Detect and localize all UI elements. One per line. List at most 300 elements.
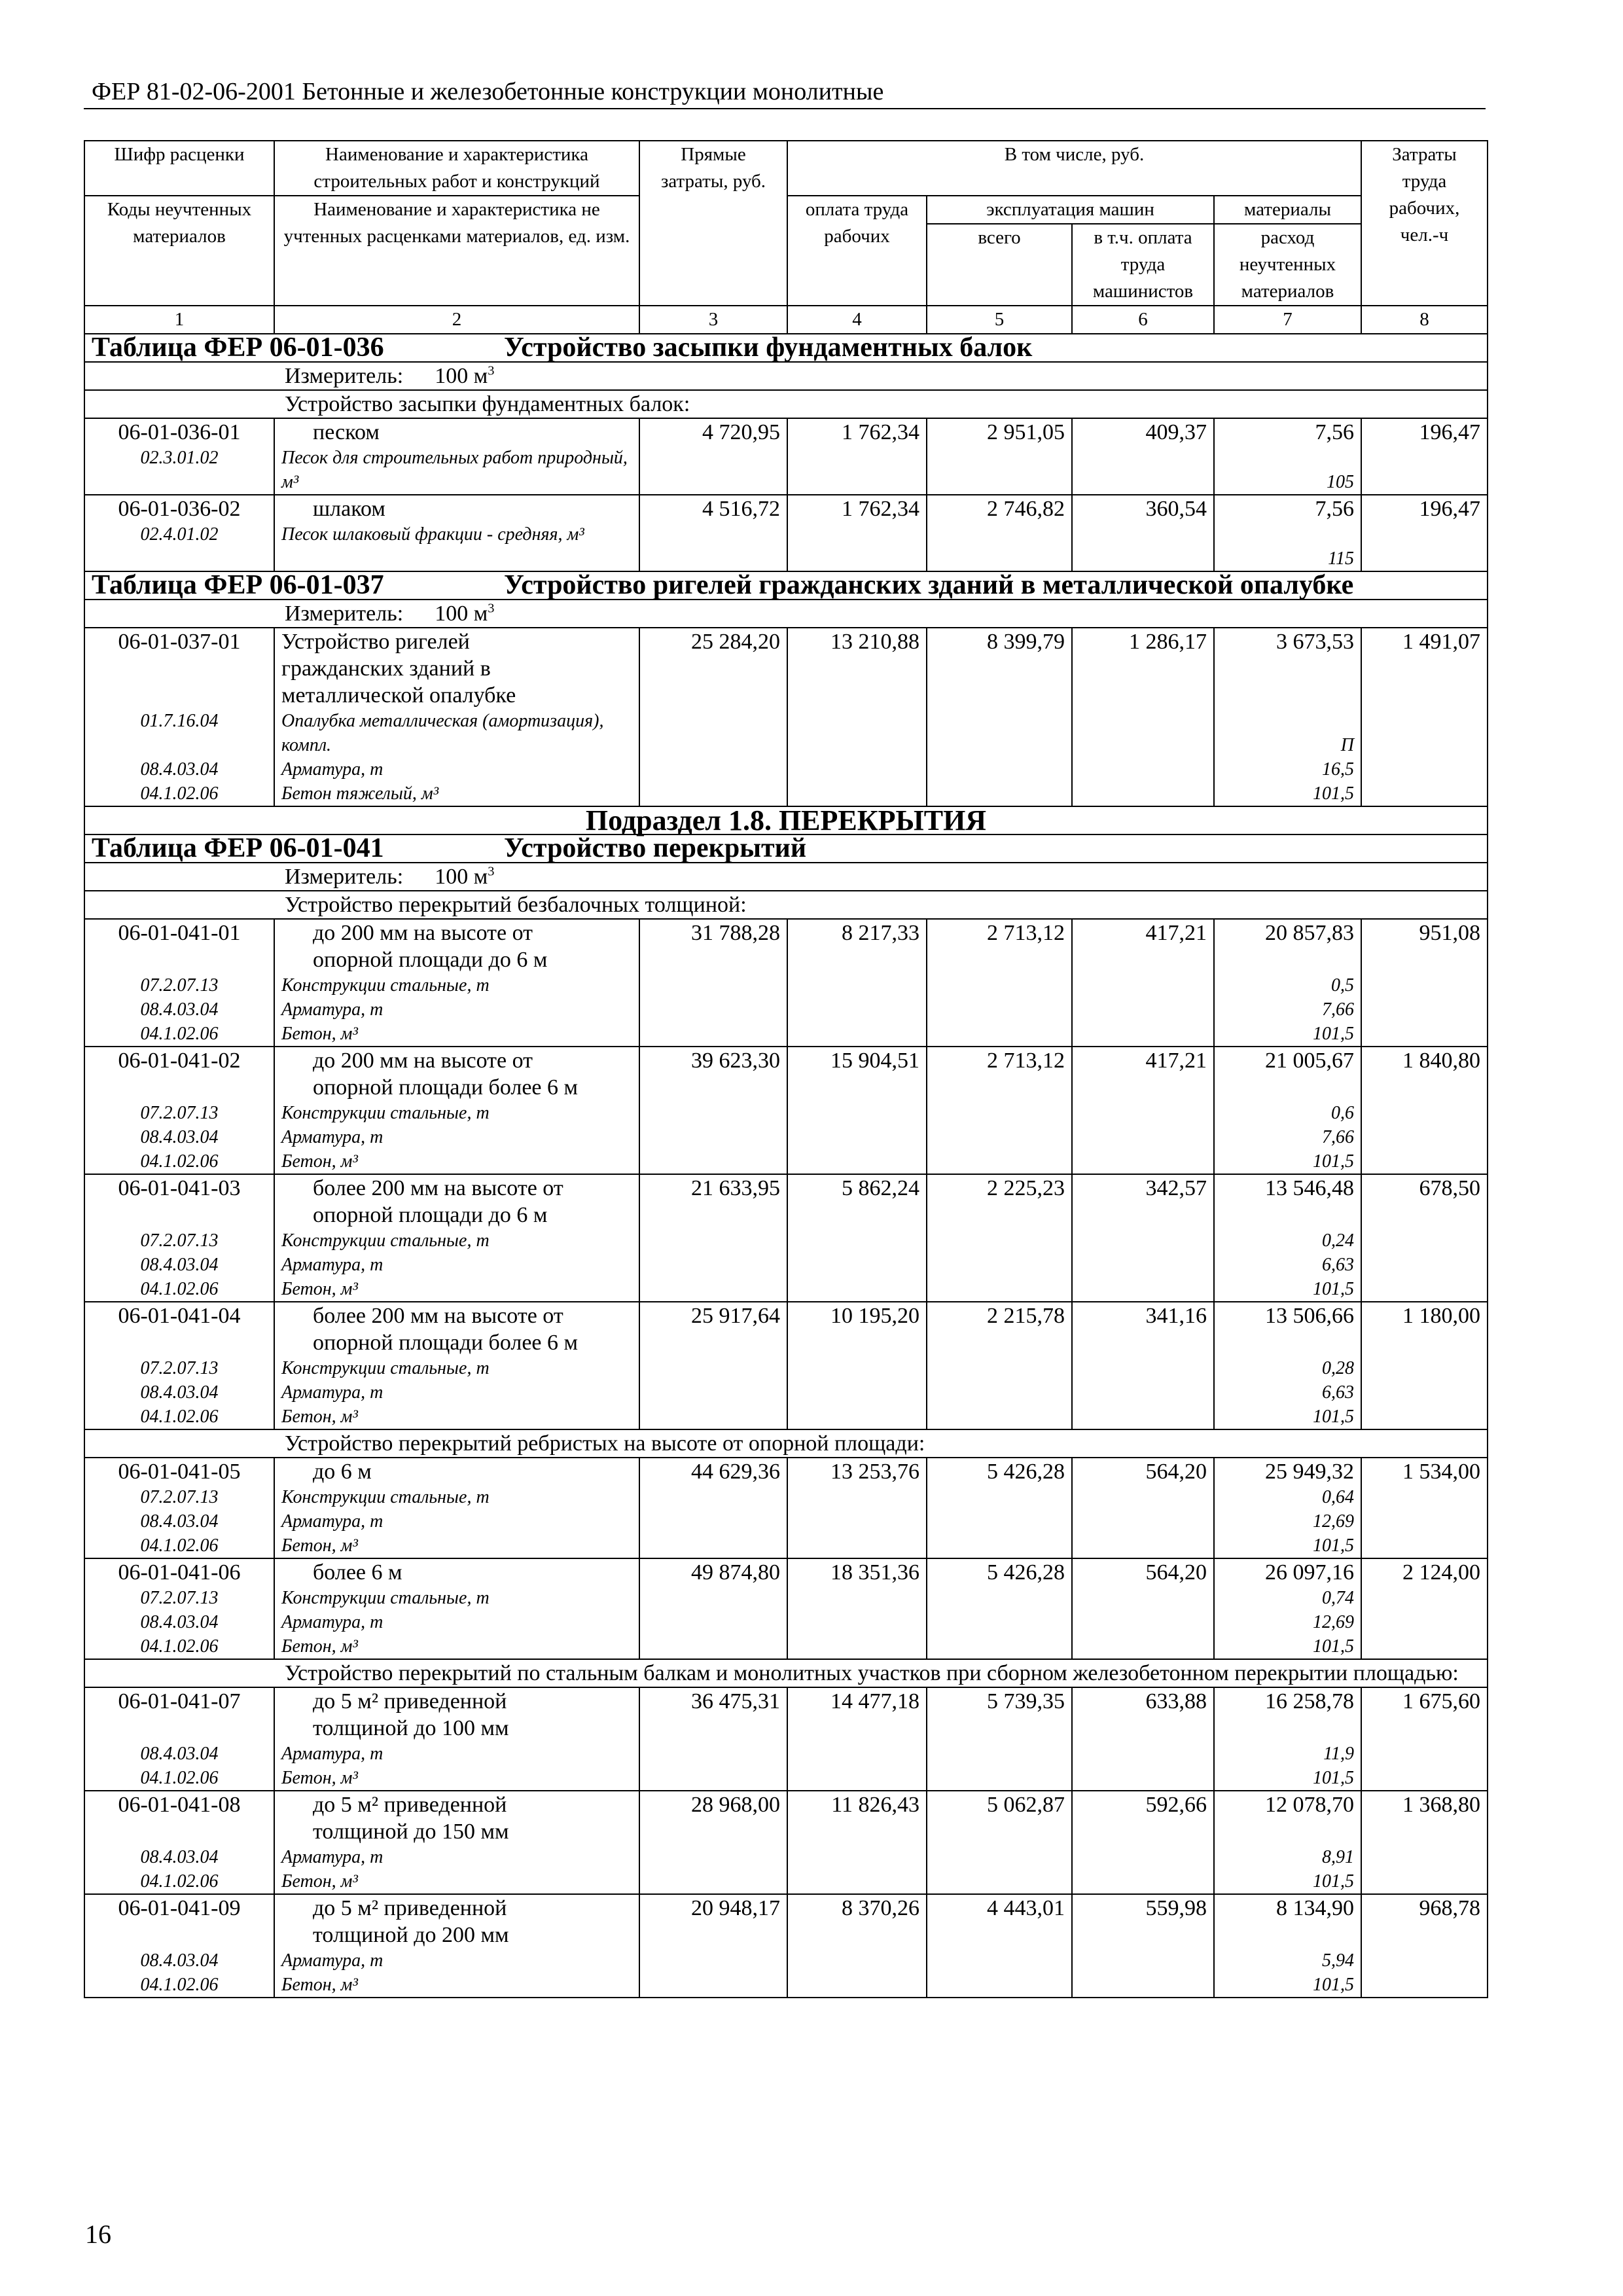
- material-name: Бетон, м³: [281, 1975, 358, 1995]
- table-name: Устройство ригелей гражданских зданий в металлической опалубке: [504, 570, 1354, 600]
- labor-hours-value: 1 180,00: [1402, 1304, 1480, 1328]
- materials-cost-value: 20 857,83: [1265, 921, 1354, 945]
- machines-total-value: 2 951,05: [987, 420, 1065, 444]
- direct-cost-value: 4 516,72: [702, 497, 780, 521]
- wage-cost-value: 5 862,24: [842, 1176, 919, 1200]
- rate-name-cell: [274, 1558, 639, 1659]
- rate-row: [84, 919, 1488, 1047]
- direct-cost: [639, 1687, 787, 1791]
- material-name: Бетон, м³: [281, 1535, 358, 1556]
- material-name: Арматура, т: [281, 1612, 383, 1632]
- col-number: 6: [1072, 306, 1214, 334]
- wage-cost: [787, 418, 927, 495]
- material-usage: 101,5: [1313, 1407, 1354, 1427]
- spacer: [92, 1202, 267, 1229]
- labor-hours-value: 968,78: [1419, 1896, 1480, 1920]
- measure-value: [435, 364, 494, 388]
- direct-cost: [639, 628, 787, 806]
- labor-hours: [1361, 628, 1488, 806]
- rate-row: [84, 1791, 1488, 1894]
- rate-code: 06-01-037-01: [118, 630, 241, 654]
- rate-code-cell: [84, 495, 274, 571]
- labor-hours: [1361, 418, 1488, 495]
- direct-cost-value: 49 874,80: [691, 1560, 780, 1585]
- direct-cost-value: 28 968,00: [691, 1793, 780, 1817]
- rate-name: гражданских зданий в: [281, 656, 491, 681]
- labor-hours-value: 196,47: [1419, 497, 1480, 521]
- col-header-machines-wage: в т.ч. оплата труда машинистов: [1072, 224, 1214, 306]
- labor-hours-value: 2 124,00: [1402, 1560, 1480, 1585]
- material-usage: 0,28: [1322, 1358, 1354, 1378]
- wage-cost-value: 13 210,88: [830, 630, 919, 654]
- material-code: 04.1.02.06: [140, 1768, 219, 1788]
- machines-wage-value: 409,37: [1145, 420, 1207, 444]
- material-usage: 7,66: [1322, 1127, 1354, 1147]
- rate-row: [84, 1458, 1488, 1558]
- rate-name: Устройство ригелей: [281, 630, 470, 654]
- material-name: Арматура, т: [281, 1744, 383, 1764]
- rate-row: [84, 495, 1488, 571]
- col-header-direct: Прямые затраты, руб.: [639, 141, 787, 306]
- labor-hours: [1361, 1174, 1488, 1302]
- machines-total-value: 2 215,78: [987, 1304, 1065, 1328]
- materials-cost-value: 13 546,48: [1265, 1176, 1354, 1200]
- rate-code: 06-01-041-01: [118, 921, 241, 945]
- spacer: [1221, 709, 1354, 733]
- material-name: Песок шлаковый фракции - средняя, м³: [281, 524, 584, 545]
- material-code: 04.1.02.06: [140, 1151, 219, 1172]
- machines-total-value: 2 713,12: [987, 1049, 1065, 1073]
- material-name: Конструкции стальные, т: [281, 975, 490, 996]
- machines-wage: [1072, 628, 1214, 806]
- rate-name: опорной площади более 6 м: [313, 1331, 579, 1355]
- rate-code-cell: [84, 1458, 274, 1558]
- material-code: 08.4.03.04: [140, 759, 219, 780]
- table-code: Таблица ФЕР 06-01-037: [92, 570, 384, 600]
- machines-total: [927, 1894, 1072, 1998]
- machines-wage-value: 559,98: [1145, 1896, 1207, 1920]
- material-usage: 6,63: [1322, 1382, 1354, 1403]
- materials-cost-value: 7,56: [1315, 497, 1354, 521]
- machines-wage-value: 417,21: [1145, 1049, 1207, 1073]
- measure-unit: [84, 863, 1488, 891]
- material-usage: 11,9: [1323, 1744, 1354, 1764]
- measure-value-sup: 3: [488, 363, 495, 378]
- material-code: 08.4.03.04: [140, 1744, 219, 1764]
- rate-name: более 200 мм на высоте от: [313, 1176, 563, 1200]
- measure-value-base: 100 м: [435, 364, 488, 388]
- direct-cost: [639, 418, 787, 495]
- machines-total-value: 2 746,82: [987, 497, 1065, 521]
- labor-hours-value: 196,47: [1419, 420, 1480, 444]
- rate-row: [84, 1302, 1488, 1429]
- rate-name-cell: [274, 1894, 639, 1998]
- machines-wage-value: 341,16: [1145, 1304, 1207, 1328]
- direct-cost-value: 36 475,31: [691, 1689, 780, 1713]
- spacer: [92, 1715, 267, 1742]
- rate-row: [84, 1174, 1488, 1302]
- material-code: 07.2.07.13: [140, 1588, 219, 1608]
- wage-cost: [787, 1047, 927, 1174]
- machines-total-value: 5 426,28: [987, 1460, 1065, 1484]
- material-name: Бетон тяжелый, м³: [281, 783, 439, 804]
- material-usage: П: [1340, 735, 1354, 755]
- direct-cost-value: 20 948,17: [691, 1896, 780, 1920]
- group-heading-row: [84, 1659, 1488, 1687]
- rate-name: до 5 м² приведенной: [313, 1689, 507, 1713]
- spacer: [1221, 1202, 1354, 1229]
- materials-cost-value: 7,56: [1315, 420, 1354, 444]
- rate-code-cell: [84, 919, 274, 1047]
- machines-total: [927, 495, 1072, 571]
- direct-cost-value: 4 720,95: [702, 420, 780, 444]
- rate-code: 06-01-036-01: [118, 420, 241, 444]
- material-code: 07.2.07.13: [140, 1487, 219, 1507]
- materials-cost-value: 21 005,67: [1265, 1049, 1354, 1073]
- rate-code: 06-01-041-09: [118, 1896, 241, 1920]
- rate-name: толщиной до 200 мм: [313, 1923, 509, 1947]
- rate-name-cell: [274, 1791, 639, 1894]
- machines-wage-value: 564,20: [1145, 1460, 1207, 1484]
- labor-hours: [1361, 1687, 1488, 1791]
- spacer: [1221, 1818, 1354, 1845]
- group-heading: Устройство перекрытий ребристых на высоте от опорной площади:: [84, 1429, 1488, 1458]
- col-header-labor: Затраты труда рабочих, чел.-ч: [1361, 141, 1488, 306]
- machines-wage: [1072, 919, 1214, 1047]
- spacer: [92, 733, 267, 757]
- material-name: Бетон, м³: [281, 1024, 358, 1044]
- direct-cost-value: 44 629,36: [691, 1460, 780, 1484]
- machines-total-value: 2 225,23: [987, 1176, 1065, 1200]
- labor-hours: [1361, 1791, 1488, 1894]
- rate-name: опорной площади более 6 м: [313, 1075, 579, 1100]
- machines-total: [927, 628, 1072, 806]
- rate-code: 06-01-041-03: [118, 1176, 241, 1200]
- labor-hours-value: 1 368,80: [1402, 1793, 1480, 1817]
- labor-hours: [1361, 919, 1488, 1047]
- material-usage: 16,5: [1322, 759, 1354, 780]
- rate-code: 06-01-036-02: [118, 497, 241, 521]
- rate-code-cell: [84, 1558, 274, 1659]
- rate-code-cell: [84, 1687, 274, 1791]
- machines-total: [927, 1558, 1072, 1659]
- col-number: 5: [927, 306, 1072, 334]
- machines-wage: [1072, 1458, 1214, 1558]
- wage-cost: [787, 495, 927, 571]
- material-code: 02.4.01.02: [140, 524, 219, 545]
- material-code: 08.4.03.04: [140, 1127, 219, 1147]
- material-code: 08.4.03.04: [140, 1382, 219, 1403]
- rate-code-cell: [84, 1894, 274, 1998]
- machines-total: [927, 1047, 1072, 1174]
- material-code: 07.2.07.13: [140, 1230, 219, 1251]
- materials-cost: [1214, 1894, 1361, 1998]
- col-number: 1: [84, 306, 274, 334]
- machines-total-value: 2 713,12: [987, 921, 1065, 945]
- materials-cost: [1214, 1458, 1361, 1558]
- material-name: Конструкции стальные, т: [281, 1358, 490, 1378]
- materials-cost: [1214, 1174, 1361, 1302]
- material-usage: 105: [1327, 472, 1354, 492]
- material-name: Арматура, т: [281, 999, 383, 1020]
- material-usage: 0,5: [1331, 975, 1354, 996]
- measure-unit: [84, 362, 1488, 390]
- machines-total: [927, 1174, 1072, 1302]
- rate-code: 06-01-041-06: [118, 1560, 241, 1585]
- col-number: 4: [787, 306, 927, 334]
- table-title: [84, 834, 1488, 863]
- material-usage: 5,94: [1322, 1950, 1354, 1971]
- measure-value: [435, 601, 494, 626]
- rate-name: толщиной до 150 мм: [313, 1820, 509, 1844]
- col-header-name: Наименование и характеристика строительных работ и конструкций: [274, 141, 639, 196]
- rate-code: 06-01-041-04: [118, 1304, 241, 1328]
- machines-total-value: 5 739,35: [987, 1689, 1065, 1713]
- spacer: [92, 470, 267, 494]
- wage-cost-value: 15 904,51: [830, 1049, 919, 1073]
- group-heading: Устройство перекрытий по стальным балкам и монолитных участков при сборном железобетонном перекрытии площадью:: [84, 1659, 1488, 1687]
- material-usage: 0,6: [1331, 1103, 1354, 1123]
- rate-code: 06-01-041-02: [118, 1049, 241, 1073]
- wage-cost: [787, 1687, 927, 1791]
- subsection-row: [84, 806, 1488, 834]
- col-header-mat-names: Наименование и характеристика не учтенных расценками материалов, ед. изм.: [274, 196, 639, 306]
- measure-label: Измеритель:: [285, 865, 404, 889]
- rate-row: [84, 1558, 1488, 1659]
- material-usage: 0,24: [1322, 1230, 1354, 1251]
- machines-wage-value: 360,54: [1145, 497, 1207, 521]
- table-code: Таблица ФЕР 06-01-036: [92, 332, 384, 363]
- machines-total: [927, 919, 1072, 1047]
- material-name: Арматура, т: [281, 1950, 383, 1971]
- measure-value-base: 100 м: [435, 601, 488, 626]
- labor-hours-value: 1 840,80: [1402, 1049, 1480, 1073]
- measure-value-base: 100 м: [435, 865, 488, 889]
- material-usage: 101,5: [1313, 1279, 1354, 1299]
- wage-cost: [787, 1302, 927, 1429]
- material-code: 04.1.02.06: [140, 1535, 219, 1556]
- labor-hours: [1361, 1458, 1488, 1558]
- material-code: 08.4.03.04: [140, 1847, 219, 1867]
- machines-wage-value: 417,21: [1145, 921, 1207, 945]
- material-code: 04.1.02.06: [140, 1975, 219, 1995]
- wage-cost: [787, 1558, 927, 1659]
- materials-cost: [1214, 1687, 1361, 1791]
- material-usage: 0,74: [1322, 1588, 1354, 1608]
- wage-cost-value: 11 826,43: [831, 1793, 919, 1817]
- materials-cost-value: 25 949,32: [1265, 1460, 1354, 1484]
- rate-name: до 6 м: [313, 1460, 372, 1484]
- material-usage: 101,5: [1313, 1768, 1354, 1788]
- material-code: 04.1.02.06: [140, 1024, 219, 1044]
- rate-name-cell: [274, 919, 639, 1047]
- direct-cost: [639, 1174, 787, 1302]
- rate-row: [84, 418, 1488, 495]
- labor-hours: [1361, 1894, 1488, 1998]
- col-header-mat-usage: расход неучтенных материалов: [1214, 224, 1361, 306]
- col-number: 2: [274, 306, 639, 334]
- col-number: 7: [1214, 306, 1361, 334]
- measure-value: [435, 865, 494, 889]
- material-name: Бетон, м³: [281, 1151, 358, 1172]
- machines-total-value: 8 399,79: [987, 630, 1065, 654]
- table-title-row: [84, 571, 1488, 600]
- direct-cost-value: 31 788,28: [691, 921, 780, 945]
- measure-value-sup: 3: [488, 601, 495, 616]
- material-usage: 12,69: [1313, 1511, 1354, 1532]
- table-title: [84, 571, 1488, 600]
- material-name: Песок для строительных работ природный, м³: [281, 448, 628, 492]
- measure-label: Измеритель:: [285, 364, 404, 388]
- column-numbers-row: [84, 306, 1488, 334]
- material-code: 01.7.16.04: [140, 711, 219, 731]
- material-code: 04.1.02.06: [140, 1407, 219, 1427]
- spacer: [92, 1922, 267, 1948]
- material-usage: 6,63: [1322, 1255, 1354, 1275]
- measure-row: [84, 362, 1488, 390]
- rate-row: [84, 628, 1488, 806]
- labor-hours: [1361, 1558, 1488, 1659]
- machines-total: [927, 1458, 1072, 1558]
- direct-cost-value: 21 633,95: [691, 1176, 780, 1200]
- rate-row: [84, 1047, 1488, 1174]
- page-number: 16: [85, 2219, 111, 2249]
- group-heading: Устройство засыпки фундаментных балок:: [84, 390, 1488, 418]
- col-header-incl: В том числе, руб.: [787, 141, 1361, 196]
- wage-cost: [787, 919, 927, 1047]
- spacer: [1221, 1074, 1354, 1101]
- measure-row: [84, 863, 1488, 891]
- machines-wage-value: 1 286,17: [1129, 630, 1207, 654]
- wage-cost-value: 1 762,34: [842, 420, 919, 444]
- direct-cost: [639, 1894, 787, 1998]
- rate-name: шлаком: [313, 497, 385, 521]
- material-usage: 101,5: [1313, 1636, 1354, 1657]
- materials-cost: [1214, 1047, 1361, 1174]
- col-header-mat-codes: Коды неучтенных материалов: [84, 196, 274, 306]
- wage-cost: [787, 1174, 927, 1302]
- rate-name: до 200 мм на высоте от: [313, 921, 533, 945]
- material-name: Арматура, т: [281, 759, 383, 780]
- material-name: Бетон, м³: [281, 1279, 358, 1299]
- col-header-machines: эксплуатация машин: [927, 196, 1214, 224]
- wage-cost-value: 13 253,76: [830, 1460, 919, 1484]
- materials-cost-value: 12 078,70: [1265, 1793, 1354, 1817]
- spacer: [1221, 1922, 1354, 1948]
- col-header-wage: оплата труда рабочих: [787, 196, 927, 306]
- material-name: Конструкции стальные, т: [281, 1588, 490, 1608]
- material-code: 08.4.03.04: [140, 999, 219, 1020]
- spacer: [92, 1329, 267, 1356]
- rate-name: до 5 м² приведенной: [313, 1793, 507, 1817]
- spacer: [1221, 446, 1354, 470]
- material-name: Бетон, м³: [281, 1407, 358, 1427]
- material-usage: 7,66: [1322, 999, 1354, 1020]
- machines-wage: [1072, 1791, 1214, 1894]
- material-name: Арматура, т: [281, 1511, 383, 1532]
- machines-wage-value: 342,57: [1145, 1176, 1207, 1200]
- material-code: 08.4.03.04: [140, 1950, 219, 1971]
- rate-name-cell: [274, 1174, 639, 1302]
- wage-cost: [787, 628, 927, 806]
- material-code: 02.3.01.02: [140, 448, 219, 468]
- material-usage: 101,5: [1313, 1871, 1354, 1892]
- machines-wage: [1072, 1047, 1214, 1174]
- machines-wage-value: 564,20: [1145, 1560, 1207, 1585]
- spacer: [1221, 1329, 1354, 1356]
- material-code: 07.2.07.13: [140, 1358, 219, 1378]
- materials-cost: [1214, 1558, 1361, 1659]
- rate-name-cell: [274, 495, 639, 571]
- labor-hours-value: 951,08: [1419, 921, 1480, 945]
- rate-name: более 200 мм на высоте от: [313, 1304, 563, 1328]
- spacer: [1221, 655, 1354, 682]
- material-usage: 0,64: [1322, 1487, 1354, 1507]
- machines-total: [927, 1791, 1072, 1894]
- labor-hours: [1361, 495, 1488, 571]
- spacer: [1221, 522, 1354, 547]
- labor-hours-value: 1 491,07: [1402, 630, 1480, 654]
- spacer: [92, 655, 267, 682]
- machines-wage: [1072, 1302, 1214, 1429]
- materials-cost: [1214, 495, 1361, 571]
- measure-row: [84, 600, 1488, 628]
- spacer: [92, 547, 267, 571]
- material-usage: 115: [1328, 548, 1354, 569]
- rate-name: толщиной до 100 мм: [313, 1716, 509, 1740]
- material-code: 07.2.07.13: [140, 975, 219, 996]
- table-title-row: [84, 334, 1488, 362]
- material-name: Арматура, т: [281, 1127, 383, 1147]
- col-header-materials: материалы: [1214, 196, 1361, 224]
- machines-total-value: 4 443,01: [987, 1896, 1065, 1920]
- material-name: Бетон, м³: [281, 1768, 358, 1788]
- measure-value-sup: 3: [488, 864, 495, 879]
- wage-cost-value: 8 370,26: [842, 1896, 919, 1920]
- rate-code-cell: [84, 1302, 274, 1429]
- material-code: 04.1.02.06: [140, 1636, 219, 1657]
- machines-wage: [1072, 495, 1214, 571]
- rate-name: до 5 м² приведенной: [313, 1896, 507, 1920]
- subsection-title: Подраздел 1.8. ПЕРЕКРЫТИЯ: [84, 806, 1488, 834]
- material-code: 08.4.03.04: [140, 1255, 219, 1275]
- rate-name-cell: [274, 1687, 639, 1791]
- rate-code-cell: [84, 418, 274, 495]
- group-heading-row: [84, 1429, 1488, 1458]
- material-usage: 101,5: [1313, 1975, 1354, 1995]
- labor-hours-value: 1 534,00: [1402, 1460, 1480, 1484]
- wage-cost-value: 10 195,20: [830, 1304, 919, 1328]
- materials-cost-value: 8 134,90: [1276, 1896, 1354, 1920]
- rate-code: 06-01-041-08: [118, 1793, 241, 1817]
- rate-name-cell: [274, 1458, 639, 1558]
- material-name: Арматура, т: [281, 1255, 383, 1275]
- rate-name: до 200 мм на высоте от: [313, 1049, 533, 1073]
- material-usage: 101,5: [1313, 1535, 1354, 1556]
- material-name: Опалубка металлическая (амортизация), компл.: [281, 711, 604, 755]
- material-usage: 12,69: [1313, 1612, 1354, 1632]
- wage-cost: [787, 1791, 927, 1894]
- machines-wage: [1072, 1894, 1214, 1998]
- labor-hours: [1361, 1302, 1488, 1429]
- direct-cost: [639, 1791, 787, 1894]
- rate-name-cell: [274, 1047, 639, 1174]
- rate-name: металлической опалубке: [281, 683, 516, 708]
- measure-label: Измеритель:: [285, 601, 404, 626]
- material-name: Арматура, т: [281, 1847, 383, 1867]
- rate-code-cell: [84, 1174, 274, 1302]
- rate-code: 06-01-041-05: [118, 1460, 241, 1484]
